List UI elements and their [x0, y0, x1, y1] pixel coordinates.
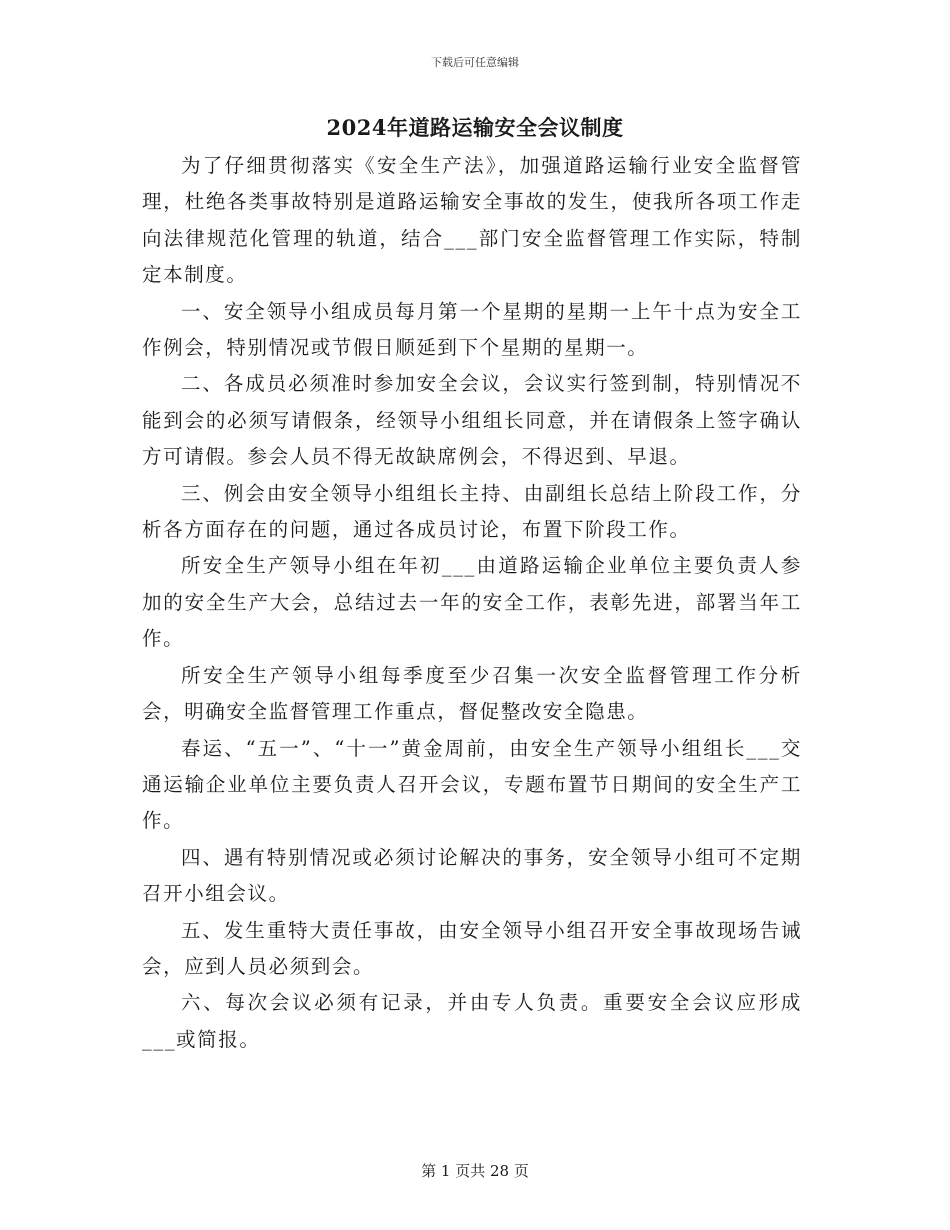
paragraph-quarterly-meeting: 所安全生产领导小组每季度至少召集一次安全监督管理工作分析会，明确安全监督管理工作重点，督促整改安全隐患。	[142, 663, 802, 724]
paragraph-holiday-meeting: 春运、“五一”、“十一”黄金周前，由安全生产领导小组组长___交通运输企业单位主要负责人召开会议，专题布置节日期间的安全生产工作。	[142, 736, 802, 833]
paragraph-1: 一、安全领导小组成员每月第一个星期的星期一上午十点为安全工作例会，特别情况或节假日顺延到下个星期的星期一。	[142, 299, 802, 360]
paragraph-4: 四、遇有特别情况或必须讨论解决的事务，安全领导小组可不定期召开小组会议。	[142, 845, 802, 906]
page-header-note: 下载后可任意编辑	[431, 56, 519, 69]
document-title: 2024年道路运输安全会议制度	[326, 115, 624, 140]
paragraph-3: 三、例会由安全领导小组组长主持、由副组长总结上阶段工作，分析各方面存在的问题，通过各成员讨论，布置下阶段工作。	[142, 481, 802, 542]
paragraph-6: 六、每次会议必须有记录，并由专人负责。重要安全会议应形成___或简报。	[142, 991, 802, 1051]
document-body	[142, 148, 802, 1058]
page-number-footer: 第 1 页共 28 页	[421, 1162, 529, 1180]
paragraph-2: 二、各成员必须准时参加安全会议，会议实行签到制，特别情况不能到会的必须写请假条，经领导小组组长同意，并在请假条上签字确认方可请假。参会人员不得无故缺席例会，不得迟到、早退。	[142, 372, 802, 469]
paragraph-intro: 为了仔细贯彻落实《安全生产法》，加强道路运输行业安全监督管理，杜绝各类事故特别是道路运输安全事故的发生，使我所各项工作走向法律规范化管理的轨道，结合___部门安全监督管理工作实际，特制定本制度。	[142, 154, 802, 287]
paragraph-5: 五、发生重特大责任事故，由安全领导小组召开安全事故现场告诫会，应到人员必须到会。	[142, 918, 802, 978]
paragraph-annual-meeting: 所安全生产领导小组在年初___由道路运输企业单位主要负责人参加的安全生产大会，总结过去一年的安全工作，表彰先进，部署当年工作。	[142, 554, 802, 651]
